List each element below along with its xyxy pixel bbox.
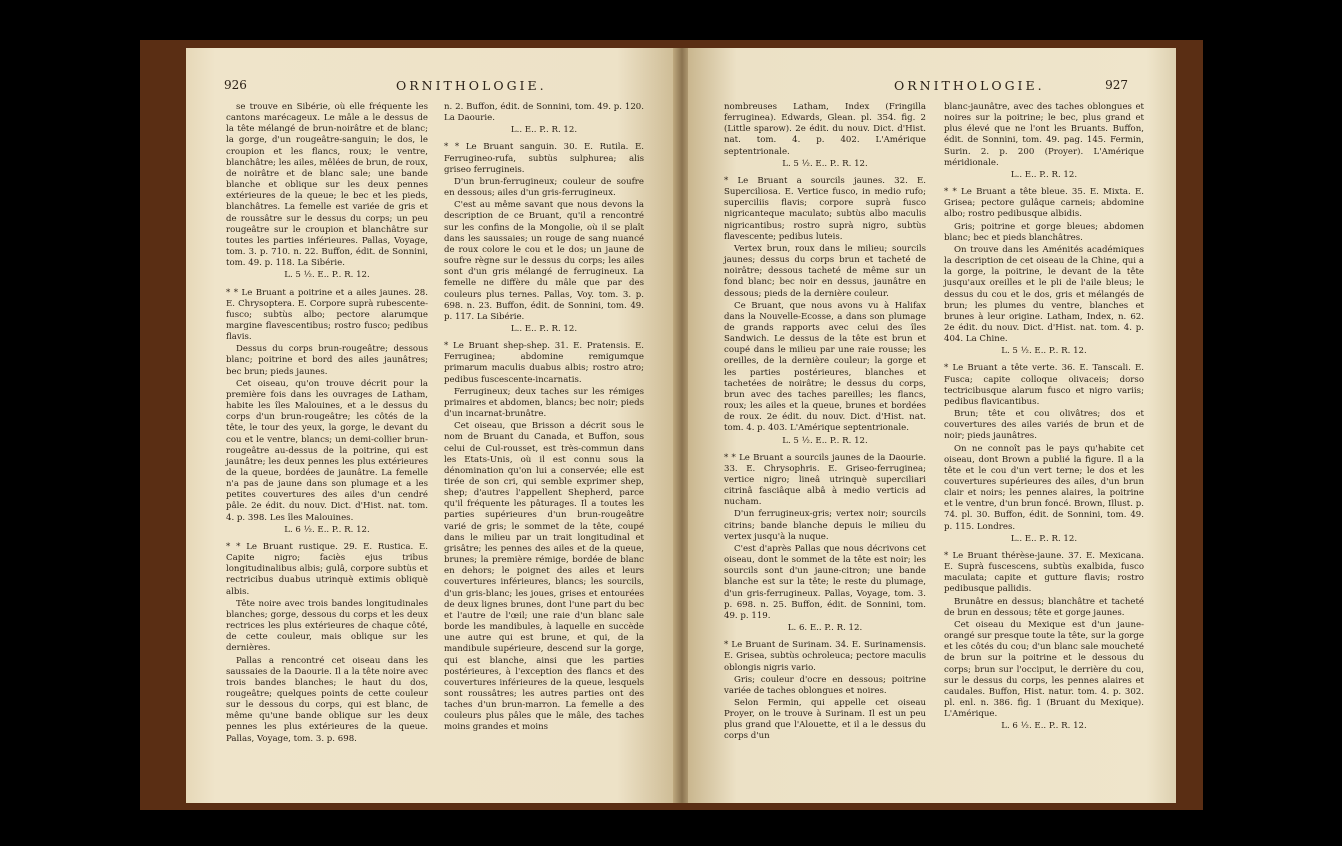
measurement-line: L. 6. E.. P.. R. 12. — [787, 623, 863, 634]
entry-heading: * * Le Bruant a tête bleue. 35. E. Mixta. E. Grisea; pectore gulâque carneis; abdomine albo; rostro pedibusque albidis. — [944, 187, 1144, 220]
paragraph: Tête noire avec trois bandes longitudinales blanches; gorge, dessous du corps et les deux rectrices les plus extérieures de chaque côté, de cette couleur, mais oblique sur les dernières. — [226, 598, 428, 654]
paragraph: Cet oiseau, que Brisson a décrit sous le nom de Bruant du Canada, et Buffon, sous celui de Cul-rousset, est très-commun dans les Etats-Unis, où il est connu sous la dénomination qu'on lui a conservée; elle est tirée de son cri, qui semble exprimer shep, shep; d'autres l'appellent Shepherd, parce qu'il fréquente les pâturages. Il a toutes les parties supérieures d'un brun-rougeâtre varié de gris; le sommet de la tête, coupé dans le milieu par un trait longitudinal et grisâtre; les pennes des ailes et de la queue, brunes; la première rémige, bordée de blanc en dehors; le poignet des ailes et leurs couvertures inférieures, blancs; les sourcils, d'un gris-blanc; les joues, grises et entourées de deux lignes brunes, dont l'une part du bec et l'autre de l'œil; une raie d'un blanc sale borde les mandibules, à laquelle en succède une autre qui est brune, et qui, de la mandibule supérieure, descend sur la gorge, qui est blanche, ainsi que les parties postérieures, à l'exception des flancs et des couvertures inférieures de la queue, lesquels sont roussâtres; les autres parties ont des taches d'un brun-marron. La femelle a des couleurs plus pâles que le mâle, des taches moins grandes et moins — [444, 421, 644, 733]
entry-heading: * Le Bruant thérèse-jaune. 37. E. Mexicana. E. Suprà fuscescens, subtùs exalbida, fusco maculata; capite et gutture flavis; rostro pedibusque pallidis. — [944, 550, 1144, 595]
text-column — [226, 102, 428, 746]
book-spread — [140, 40, 1203, 810]
measurement-line: L. 6 ½. E.. P.. R. 12. — [284, 524, 370, 535]
entry-heading: * Le Bruant de Surinam. 34. E. Surinamensis. E. Grisea, subtùs ochroleuca; pectore maculis oblongis nigris vario. — [724, 640, 926, 673]
paragraph: blanc-jaunâtre, avec des taches oblongues et noires sur la poitrine; le bec, plus grand et plus élevé que ne l'ont les Bruants. Buffon, édit. de Sonnini, tom. 49. pag. 145. Fermin, Surin. 2. p. 200 (Proyer). L'Amérique méridionale. — [944, 102, 1144, 168]
paragraph: Cet oiseau, qu'on trouve décrit pour la première fois dans les ouvrages de Latham, habite les îles Malouines, et a le dessus du corps d'un brun-rougeâtre; les côtés de la tête, le tour des yeux, la gorge, le devant du cou et le ventre, blancs; un demi-collier brun-rougeâtre au-dessus de la poitrine, qui est jaunâtre; les deux pennes les plus extérieures de la queue, bordées de jaunâtre. La femelle n'a pas de jaune dans son plumage et a les petites couvertures des ailes d'un cendré pâle. 2e édit. du nouv. Dict. d'Hist. nat. tom. 4. p. 398. Les îles Malouines. — [226, 378, 428, 523]
text-column — [724, 102, 926, 744]
paragraph: Brun; tête et cou olivâtres; dos et couvertures des ailes variés de brun et de noir; pieds jaunâtres. — [944, 409, 1144, 442]
right-page — [688, 48, 1176, 803]
entry-heading: * Le Bruant a sourcils jaunes. 32. E. Superciliosa. E. Vertice fusco, in medio rufo; superciliis flavis; corpore suprà fusco nigricanteque maculato; subtùs albo maculis nigricantibus; rostro suprà nigro, subtùs flavescente; pedibus luteis. — [724, 175, 926, 242]
measurement-line: L. 5 ½. E.. P.. R. 12. — [782, 158, 868, 169]
paragraph: D'un ferrugineux-gris; vertex noir; sourcils citrins; bande blanche depuis le milieu du vertex jusqu'à la nuque. — [724, 509, 926, 542]
text-column — [444, 102, 644, 735]
paragraph: Brunâtre en dessus; blanchâtre et tacheté de brun en dessous; tête et gorge jaunes. — [944, 596, 1144, 618]
paragraph: Ce Bruant, que nous avons vu à Halifax dans la Nouvelle-Ecosse, a dans son plumage de grands rapports avec celui des îles Sandwich. Le dessus de la tête est brun et coupé dans le milieu par une raie rousse; les oreilles, de la dernière couleur; la gorge et les parties postérieures, blanches et tachetées de noirâtre; le dessus du corps, brun avec des taches pareilles; les flancs, roux; les ailes et la queue, brunes et bordées de roux. 2e édit. du nouv. Dict. d'Hist. nat. tom. 4. p. 403. L'Amérique septentrionale. — [724, 300, 926, 434]
entry-heading: * Le Bruant shep-shep. 31. E. Pratensis. E. Ferruginea; abdomine remigumque primarum maculis duabus albis; rostro atro; pedibus fuscescente-incarnatis. — [444, 341, 644, 385]
measurement-line: L.. E.. P.. R. 12. — [1010, 169, 1078, 180]
paragraph: Selon Fermin, qui appelle cet oiseau Proyer, on le trouve à Surinam. Il est un peu plus grand que l'Alouette, et il a le dessus du corps d'un — [724, 697, 926, 742]
paragraph: On trouve dans les Aménités académiques la description de cet oiseau de la Chine, qui a la gorge, la poitrine, le devant de la tête jusqu'aux oreilles et le pli de l'aile bleus; le dessus du cou et le dos, gris et mélangés de brun; les plumes du ventre, blanches et brunes à leur origine. Latham, Index, n. 62. 2e édit. du nouv. Dict. d'Hist. nat. tom. 4. p. 404. La Chine. — [944, 244, 1144, 345]
paragraph: Pallas a rencontré cet oiseau dans les saussaies de la Daourie. Il a la tête noire avec trois bandes blanches; le haut du dos, rougeâtre; quelques points de cette couleur sur le dessous du corps, qui est blanc, de même qu'une bande oblique sur les deux pennes les plus extérieures de la queue. Pallas, Voyage, tom. 3. p. 698. — [226, 655, 428, 744]
entry-heading: * * Le Bruant a poitrine et a ailes jaunes. 28. E. Chrysoptera. E. Corpore suprà rubescente-fusco; subtùs albo; pectore alarumque margine flavescentibus; rostro fusco; pedibus flavis. — [226, 287, 428, 343]
paragraph: n. 2. Buffon, édit. de Sonnini, tom. 49. p. 120. La Daourie. — [444, 102, 644, 124]
running-head: ORNITHOLOGIE. — [396, 78, 547, 93]
paragraph: C'est au même savant que nous devons la description de ce Bruant, qu'il a rencontré sur les confins de la Mongolie, où il se plaît dans les saussaies; un rouge de sang nuancé de roux colore le cou et le dos; un jaune de soufre règne sur le dessus du corps; les ailes sont d'un gris mélangé de ferrugineux. La femelle ne diffère du mâle que par des couleurs plus ternes. Pallas, Voy. tom. 3. p. 698. n. 23. Buffon, édit. de Sonnini, tom. 49. p. 117. La Sibérie. — [444, 200, 644, 322]
entry-heading: * * Le Bruant rustique. 29. E. Rustica. E. Capite nigro; faciès ejus tribus longitudinalibus albis; gulâ, corpore subtùs et rectricibus duabus utrinquè extimis obliquè albis. — [226, 541, 428, 597]
paragraph: se trouve en Sibérie, où elle fréquente les cantons marécageux. Le mâle a le dessus de la tête mélangé de brun-noirâtre et de blanc; la gorge, d'un rougeâtre-sanguin; le dos, le croupion et les flancs, roux; le ventre, blanchâtre; les ailes, mêlées de brun, de roux, de noirâtre et de blanc sale; une bande blanche et oblique sur les deux pennes extérieures de la queue; le bec et les pieds, blanchâtres. La femelle est variée de gris et de roussâtre sur le dessus du corps; un peu rougeâtre sur le croupion et blanchâtre sur toutes les parties inférieures. Pallas, Voyage, tom. 3. p. 710. n. 22. Buffon, édit. de Sonnini, tom. 49. p. 118. La Sibérie. — [226, 102, 428, 269]
paragraph: Dessus du corps brun-rougeâtre; dessous blanc; poitrine et bord des ailes jaunâtres; bec brun; pieds jaunes. — [226, 344, 428, 377]
measurement-line: L. 5 ½. E.. P.. R. 12. — [782, 435, 868, 446]
measurement-line: L. 6 ½. E.. P.. R. 12. — [1001, 721, 1087, 732]
entry-heading: * * Le Bruant sanguin. 30. E. Rutila. E. Ferrugineo-rufa, subtùs sulphurea; alis griseo ferrugineis. — [444, 142, 644, 175]
paragraph: nombreuses Latham, Index (Fringilla ferruginea). Edwards, Glean. pl. 354. fig. 2 (Little sparow). 2e édit. du nouv. Dict. d'Hist. nat. tom. 4. p. 402. L'Amérique septentrionale. — [724, 102, 926, 157]
entry-heading: * Le Bruant a tête verte. 36. E. Tanscali. E. Fusca; capite colloque olivaceis; dorso tectricibusque alarum fusco et nigro variis; pedibus flavicantibus. — [944, 363, 1144, 407]
page-number: 926 — [224, 78, 247, 92]
page-number: 927 — [1105, 78, 1128, 92]
paragraph: Ferrugineux; deux taches sur les rémiges primaires et abdomen, blancs; bec noir; pieds d'un incarnat-brunâtre. — [444, 386, 644, 420]
measurement-line: L.. E.. P.. R. 12. — [510, 323, 578, 334]
measurement-line: L. 5 ½. E.. P.. R. 12. — [284, 270, 370, 281]
left-page — [186, 48, 676, 803]
measurement-line: L. 5 ½. E.. P.. R. 12. — [1001, 346, 1087, 357]
paragraph: Cet oiseau du Mexique est d'un jaune-orangé sur presque toute la tête, sur la gorge et les côtés du cou; d'un blanc sale moucheté de brun sur la poitrine et le dessous du corps; brun sur l'occiput, le derrière du cou, sur le dessus du corps, les pennes alaires et caudales. Buffon, Hist. natur. tom. 4. p. 302. pl. enl. n. 386. fig. 1 (Bruant du Mexique). L'Amérique. — [944, 619, 1144, 720]
paragraph: Gris; poitrine et gorge bleues; abdomen blanc; bec et pieds blanchâtres. — [944, 221, 1144, 243]
paragraph: Vertex brun, roux dans le milieu; sourcils jaunes; dessus du corps brun et tacheté de noirâtre; dessous tacheté de même sur un fond blanc; bec noir en dessus, jaunâtre en dessous; pieds de la dernière couleur. — [724, 243, 926, 299]
paragraph: C'est d'après Pallas que nous décrivons cet oiseau, dont le sommet de la tête est noir; les sourcils sont d'un jaune-citron; une bande blanche est sur la tête; le reste du plumage, d'un gris-ferrugineux. Pallas, Voyage, tom. 3. p. 698. n. 25. Buffon, édit. de Sonnini, tom. 49. p. 119. — [724, 543, 926, 621]
text-column — [944, 102, 1144, 738]
paragraph: On ne connoît pas le pays qu'habite cet oiseau, dont Brown a publié la figure. Il a la tête et le cou d'un vert terne; le dos et les couvertures supérieures des ailes, d'un brun clair et noirs; les pennes alaires, la poitrine et le ventre, d'un brun foncé. Brown, Illust. p. 74. pl. 30. Buffon, édit. de Sonnini, tom. 49. p. 115. Londres. — [944, 443, 1144, 532]
entry-heading: * * Le Bruant a sourcils jaunes de la Daourie. 33. E. Chrysophris. E. Griseo-ferruginea; vertice nigro; lineâ utrinquè superciliari citrinâ fasciâque albâ à medio verticis ad nucham. — [724, 452, 926, 508]
measurement-line: L.. E.. P.. R. 12. — [510, 125, 578, 136]
paragraph: D'un brun-ferrugineux; couleur de soufre en dessous; ailes d'un gris-ferrugineux. — [444, 176, 644, 199]
measurement-line: L.. E.. P.. R. 12. — [1010, 533, 1078, 544]
running-head: ORNITHOLOGIE. — [894, 78, 1045, 93]
paragraph: Gris; couleur d'ocre en dessous; poitrine variée de taches oblongues et noires. — [724, 674, 926, 696]
